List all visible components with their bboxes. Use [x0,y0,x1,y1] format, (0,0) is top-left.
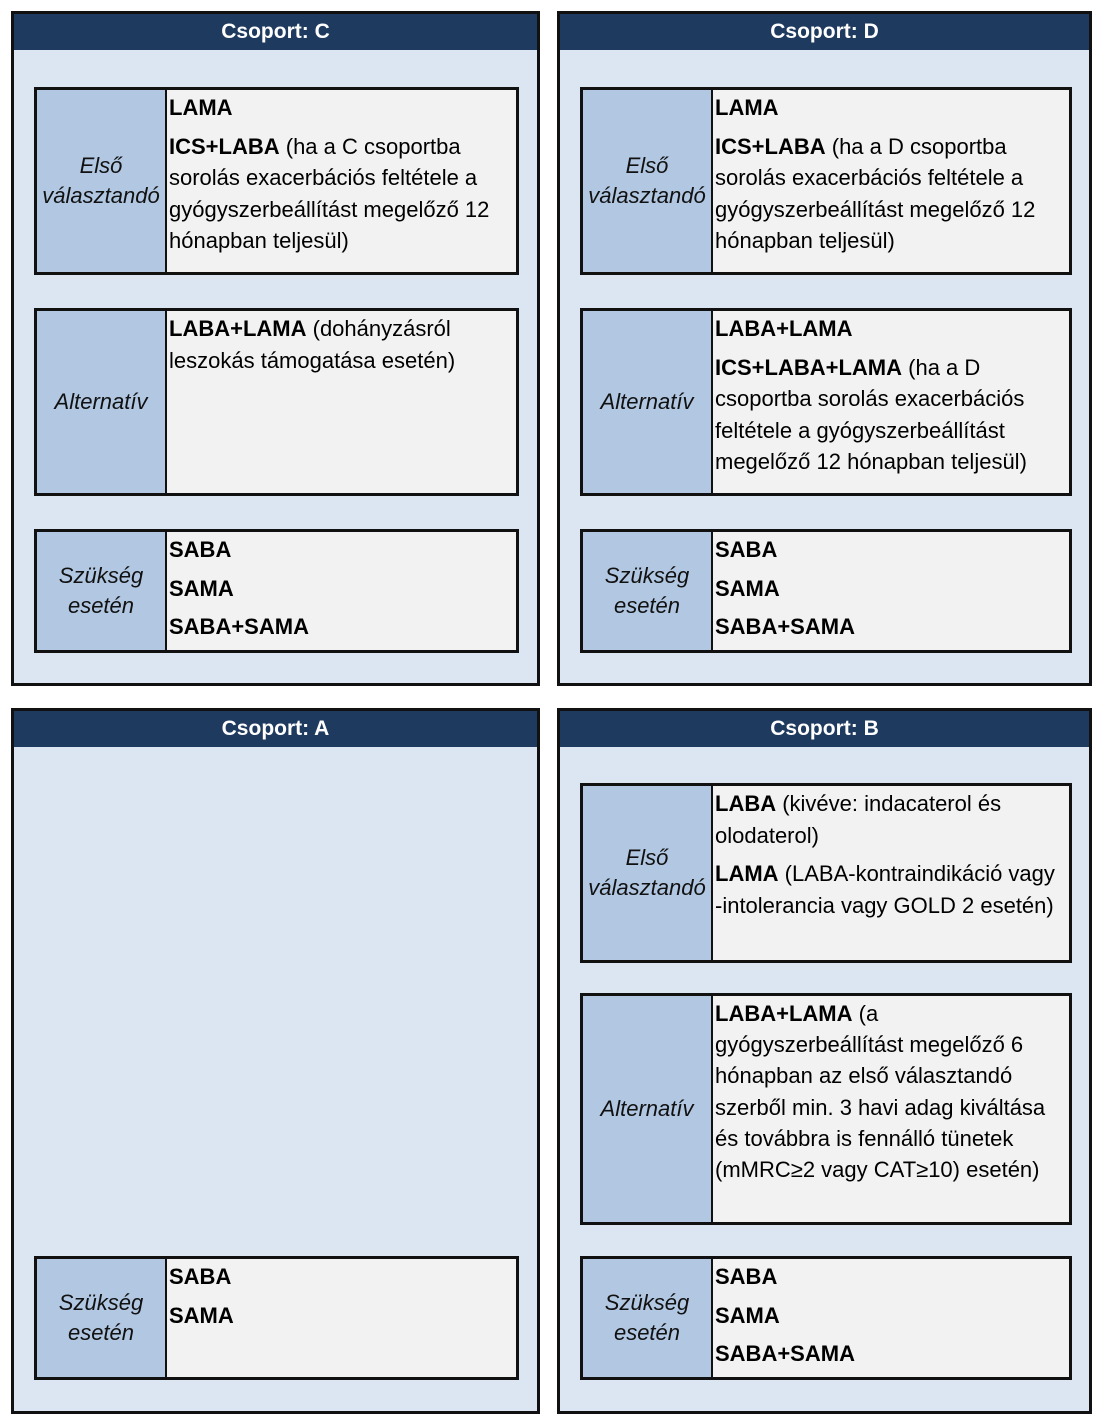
drug-name: LABA [715,791,777,816]
drug-name: SAMA [169,1302,234,1328]
group-b-alternative-items [713,996,1069,1222]
group-c-title: Csoport: C [14,14,537,50]
drug-item [715,1261,1065,1293]
group-d-first-choice-block [580,87,1072,275]
drug-item [169,313,512,376]
group-c-alternative-block [34,308,519,496]
drug-name: SAMA [169,575,234,601]
drug-name: LAMA [169,95,233,120]
drug-name: LAMA [715,861,779,886]
drug-item [715,573,1065,605]
drug-item [715,788,1065,851]
group-d-title: Csoport: D [560,14,1089,50]
group-d-alternative-block [580,308,1072,496]
drug-item [169,131,512,257]
drug-item [715,858,1065,921]
group-a-title: Csoport: A [14,711,537,747]
drug-name: SAMA [715,575,780,601]
drug-item [169,534,512,566]
drug-item [169,1261,512,1293]
group-d-alternative-label: Alternatív [583,311,713,493]
group-b-title: Csoport: B [560,711,1089,747]
drug-name: ICS+LABA+LAMA [715,354,903,380]
drug-condition: (ha a D csoportba sorolás exacerbációs feltétele a gyógyszerbeállítást megelőző 12 hónapban teljesül) [715,133,1036,253]
drug-name: LABA+LAMA [169,316,307,341]
drug-item [715,998,1065,1185]
group-d-panel [557,11,1092,686]
drug-item [715,1338,1065,1370]
group-d-alternative-items [713,311,1069,493]
drug-name: SABA [715,1264,778,1289]
drug-item [715,352,1065,478]
group-c-first-choice-block [34,87,519,275]
drug-name: SABA [169,537,232,562]
group-b-first-choice-label: Első választandó [583,786,713,960]
group-b-first-choice-block [580,783,1072,963]
drug-item [715,92,1065,124]
drug-item [169,611,512,643]
group-d-first-choice-label: Első választandó [583,90,713,272]
group-d-as-needed-block [580,529,1072,653]
drug-name: SABA+SAMA [715,1341,855,1366]
group-c-first-choice-label: Első választandó [37,90,167,272]
drug-condition: (kivéve: indacaterol és olodaterol) [715,791,1002,848]
group-c-as-needed-label: Szükség esetén [37,532,167,650]
drug-condition: (ha a C csoportba sorolás exacerbációs feltétele a gyógyszerbeállítást megelőző 12 hónapban teljesül) [169,133,490,253]
group-a-as-needed-block [34,1256,519,1380]
drug-item [169,1300,512,1332]
group-c-panel [11,11,540,686]
drug-item [169,92,512,124]
drug-name: LABA+LAMA [715,316,853,341]
group-a-panel [11,708,540,1414]
group-c-as-needed-block [34,529,519,653]
drug-name: SABA [169,1264,232,1289]
group-b-panel [557,708,1092,1414]
drug-name: SAMA [715,1302,780,1328]
group-c-alternative-label: Alternatív [37,311,167,493]
group-a-as-needed-items [167,1259,516,1377]
group-b-alternative-block [580,993,1072,1225]
drug-name: LABA+LAMA [715,1001,853,1026]
drug-condition: (ha a D csoportba sorolás exacerbációs feltétele a gyógyszerbeállítást megelőző 12 hónapban teljesül) [715,354,1027,474]
drug-name: SABA+SAMA [715,614,855,639]
group-b-as-needed-block [580,1256,1072,1380]
drug-name: ICS+LABA [715,133,826,159]
group-c-first-choice-items [167,90,516,272]
drug-item [715,534,1065,566]
drug-name: ICS+LABA [169,133,280,159]
group-c-as-needed-items [167,532,516,650]
group-b-as-needed-label: Szükség esetén [583,1259,713,1377]
drug-condition: (LABA-kontraindikáció vagy -intolerancia vagy GOLD 2 esetén) [715,861,1055,918]
group-d-as-needed-label: Szükség esetén [583,532,713,650]
group-b-as-needed-items [713,1259,1069,1377]
drug-item [715,1300,1065,1332]
drug-item [715,611,1065,643]
group-d-first-choice-items [713,90,1069,272]
drug-condition: (dohányzásról leszokás támogatása esetén) [169,316,456,373]
drug-name: SABA+SAMA [169,614,309,639]
drug-condition: (a gyógyszerbeállítást megelőző 6 hónapban az első választandó szerből min. 3 havi adag kiváltása és továbbra is fennálló tünetek (mMRC≥2 vagy CAT≥10) esetén) [715,1001,1046,1183]
group-c-alternative-items [167,311,516,493]
drug-item [715,313,1065,345]
drug-item [715,131,1065,257]
drug-name: SABA [715,537,778,562]
drug-item [169,573,512,605]
group-d-as-needed-items [713,532,1069,650]
group-b-alternative-label: Alternatív [583,996,713,1222]
drug-name: LAMA [715,95,779,120]
group-a-as-needed-label: Szükség esetén [37,1259,167,1377]
group-b-first-choice-items [713,786,1069,960]
